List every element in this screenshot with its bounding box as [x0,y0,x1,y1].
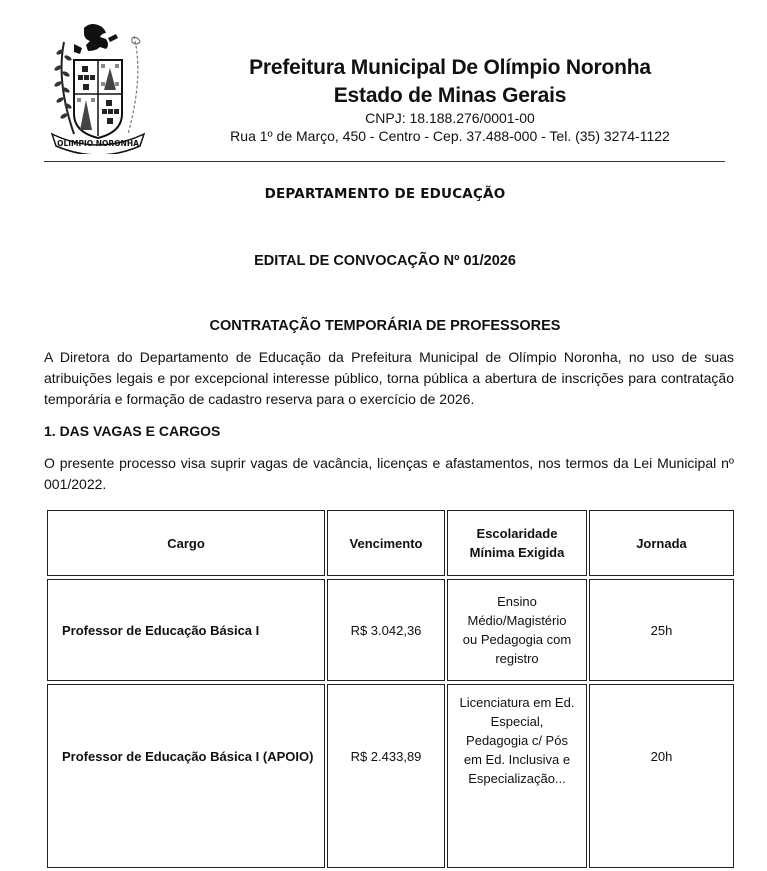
header-vencimento: Vencimento [327,510,445,576]
cell-escolaridade [447,579,587,681]
escolaridade-line: Ensino [497,594,537,609]
edital-title: EDITAL DE CONVOCAÇÃO Nº 01/2026 [254,253,516,269]
section-1-paragraph: O presente processo visa suprir vagas de vacância, licenças e afastamentos, nos termos da Lei Municipal nº 001/2022. [44,455,734,492]
escolaridade-line: Médio/Magistério [467,613,567,628]
cell-jornada: 25h [589,579,734,681]
header-escolaridade [447,510,587,576]
header-jornada: Jornada [589,510,734,576]
letterhead-divider [44,161,725,162]
department-heading: DEPARTAMENTO DE EDUCAÇÃO [264,186,506,202]
coat-of-arms-icon [46,22,150,154]
cell-vencimento: R$ 3.042,36 [327,579,445,681]
municipal-coat-of-arms-logo [46,22,150,154]
escolaridade-line: Especialização... [468,771,566,786]
svg-text:OLIMPIO NORONHA: OLIMPIO NORONHA [57,139,139,148]
escolaridade-line: Pedagogia c/ Pós [466,733,568,748]
escolaridade-line: em Ed. Inclusiva e [463,752,571,767]
table-row [47,684,734,868]
escolaridade-line: Licenciatura em Ed. [459,695,575,710]
escolaridade-line: registro [495,651,539,666]
address-text: Rua 1º de Março, 450 - Centro - Cep. 37.488-000 - Tel. (35) 3274-1122 [230,128,670,144]
municipality-title: Prefeitura Municipal De Olímpio Noronha [249,56,651,79]
header-escolaridade-line1: Escolaridade [476,526,558,541]
table-header-row [47,510,734,576]
table-row [47,579,734,681]
cell-jornada: 20h [589,684,734,868]
intro-paragraph: A Diretora do Departamento de Educação da Prefeitura Municipal de Olímpio Noronha, no uso de suas atribuições legais e por excepcional interesse público, torna pública a abertura de inscrições para contratação temporária e formação de cadastro reserva para o exercício de 2026. [44,349,734,407]
section-1-title: 1. DAS VAGAS E CARGOS [44,423,221,439]
cell-cargo: Professor de Educação Básica I (APOIO) [47,684,325,868]
positions-table [45,507,736,871]
header-escolaridade-line2: Mínima Exigida [469,545,565,560]
state-name: Estado de Minas Gerais [333,84,567,107]
cell-vencimento: R$ 2.433,89 [327,684,445,868]
cell-cargo: Professor de Educação Básica I [47,579,325,681]
escolaridade-line: Especial, [490,714,544,729]
cnpj-text: CNPJ: 18.188.276/0001-00 [365,110,535,126]
escolaridade-line: ou Pedagogia com [462,632,572,647]
header-cargo: Cargo [47,510,325,576]
document-subject: CONTRATAÇÃO TEMPORÁRIA DE PROFESSORES [209,318,561,334]
cell-escolaridade [447,684,587,868]
